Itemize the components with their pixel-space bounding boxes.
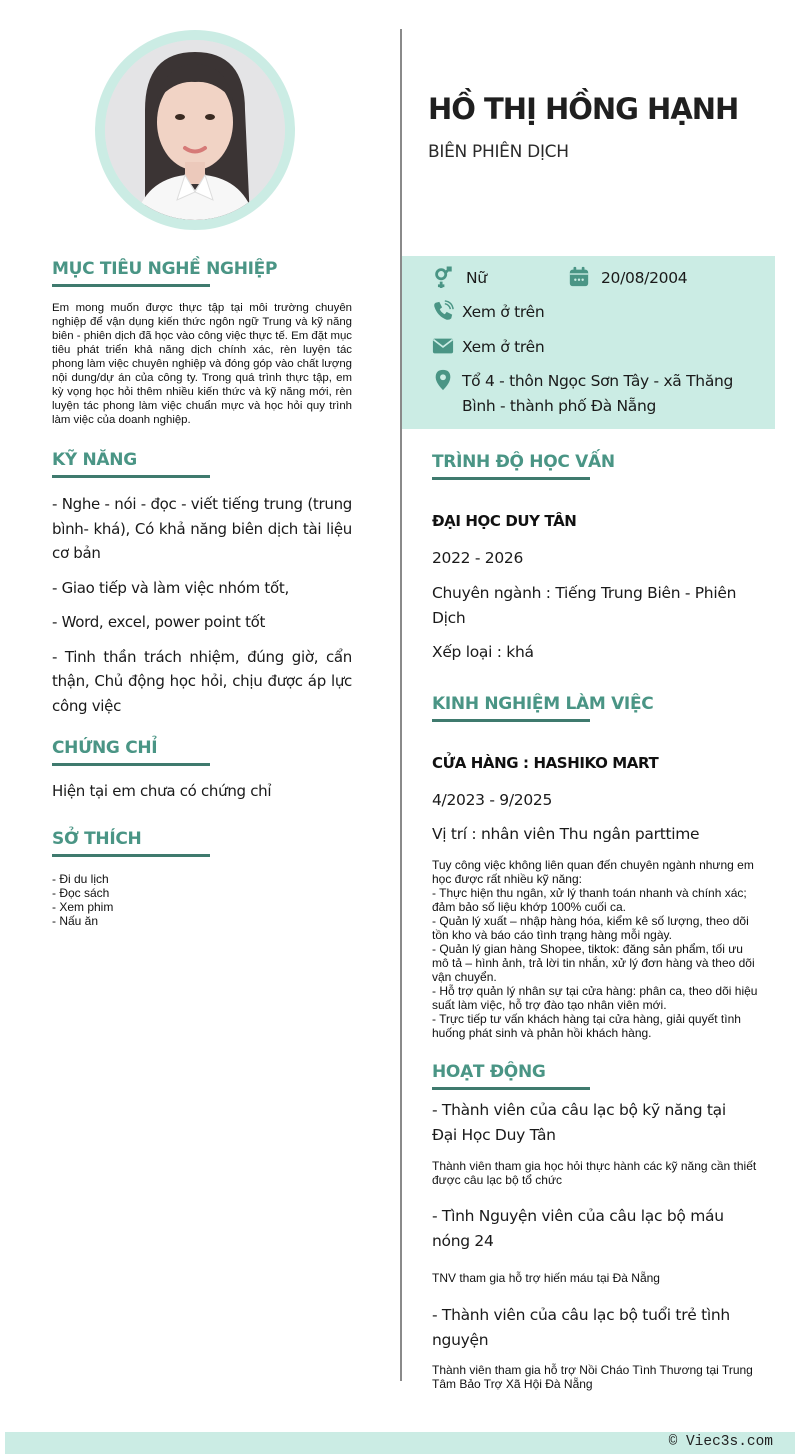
section-underline bbox=[432, 719, 590, 722]
section-title: HOẠT ĐỘNG bbox=[432, 1062, 546, 1082]
skills-list bbox=[52, 492, 352, 728]
school-name: ĐẠI HỌC DUY TÂN bbox=[432, 512, 577, 530]
birthday-row bbox=[568, 266, 687, 291]
objective-section-header bbox=[52, 259, 277, 287]
education-period: 2022 - 2026 bbox=[432, 549, 524, 567]
activity-description: Thành viên tham gia học hỏi thực hành các kỹ năng cần thiết được câu lạc bộ tổ chức bbox=[432, 1159, 757, 1187]
skill-item: - Nghe - nói - đọc - viết tiếng trung (trung bình- khá), Có khả năng biên dịch tài liệu cơ bản bbox=[52, 495, 352, 562]
experience-detail-line: - Trực tiếp tư vấn khách hàng tại cửa hàng, giải quyết tình huống phát sinh và phản hồi khách hàng. bbox=[432, 1012, 741, 1040]
activity-name: - Tình Nguyện viên của câu lạc bộ máu nóng 24 bbox=[432, 1207, 724, 1250]
section-underline bbox=[432, 1087, 590, 1090]
activity-description: Thành viên tham gia hỗ trợ Nồi Cháo Tình Thương tại Trung Tâm Bảo Trợ Xã Hội Đà Nẵng bbox=[432, 1363, 753, 1391]
skill-item: - Word, excel, power point tốt bbox=[52, 613, 266, 631]
avatar-frame bbox=[95, 30, 295, 230]
gender-value: Nữ bbox=[466, 269, 487, 287]
email-row bbox=[432, 335, 544, 360]
hobby-item: - Đọc sách bbox=[52, 886, 110, 900]
phone-value: Xem ở trên bbox=[462, 303, 545, 321]
activity-description: TNV tham gia hỗ trợ hiến máu tại Đà Nẵng bbox=[432, 1271, 660, 1285]
experience-period: 4/2023 - 9/2025 bbox=[432, 791, 553, 809]
education-grade: Xếp loại : khá bbox=[432, 643, 534, 661]
objective-text: Em mong muốn được thực tập tại môi trường chuyên nghiệp để vận dụng kiến thức ngôn ngữ Trung và kỹ năng biên - phiên dịch đã học vào công việc thực tế. Em đặt mục tiêu phát triển khả năng dịch chính xác, rèn luyện tác phong làm việc chuyên nghiệp và đóng góp vào chất lượng nội dung/dự án của công ty. Trong quá trình thực tập, em kỳ vọng học hỏi thêm nhiều kiến thức và kỹ năng mới, rèn luyện tác phong làm việc chuẩn mực và học hỏi quy trình làm việc của doanh nghiệp. bbox=[52, 302, 352, 426]
avatar bbox=[105, 40, 285, 220]
section-underline bbox=[52, 854, 210, 857]
section-title: CHỨNG CHỈ bbox=[52, 738, 158, 758]
gender-icon bbox=[432, 266, 454, 288]
certificates-text: Hiện tại em chưa có chứng chỉ bbox=[52, 782, 272, 800]
skill-item: - Giao tiếp và làm việc nhóm tốt, bbox=[52, 578, 289, 597]
email-value: Xem ở trên bbox=[462, 338, 545, 356]
experience-detail-line: - Hỗ trợ quản lý nhân sự tại cửa hàng: phân ca, theo dõi hiệu suất làm việc, hỗ trợ đào tạo nhân viên mới. bbox=[432, 984, 758, 1012]
activity-name: - Thành viên của câu lạc bộ kỹ năng tại Đại Học Duy Tân bbox=[432, 1101, 726, 1144]
education-section-header bbox=[432, 452, 615, 480]
hobbies-section-header bbox=[52, 829, 210, 857]
candidate-role: BIÊN PHIÊN DỊCH bbox=[428, 142, 569, 162]
experience-detail-line: Tuy công việc không liên quan đến chuyên ngành nhưng em học được rất nhiều kỹ năng: bbox=[432, 858, 754, 886]
certificates-section-header bbox=[52, 738, 210, 766]
gender-row bbox=[432, 266, 487, 291]
experience-section-header bbox=[432, 694, 653, 722]
section-underline bbox=[52, 763, 210, 766]
section-underline bbox=[52, 284, 210, 287]
experience-detail-line: - Thực hiện thu ngân, xử lý thanh toán nhanh và chính xác; đảm bảo số liệu khớp 100% cuối ca. bbox=[432, 886, 747, 914]
calendar-icon bbox=[568, 266, 590, 288]
address-row bbox=[432, 369, 733, 419]
skills-section-header bbox=[52, 450, 210, 478]
section-title: MỤC TIÊU NGHỀ NGHIỆP bbox=[52, 259, 278, 279]
activity-name: - Thành viên của câu lạc bộ tuổi trẻ tình nguyện bbox=[432, 1306, 730, 1349]
hobby-item: - Đi du lịch bbox=[52, 872, 109, 886]
hobby-item: - Xem phim bbox=[52, 900, 114, 914]
phone-icon bbox=[432, 300, 454, 322]
hobbies-list bbox=[52, 872, 113, 928]
activities-section-header bbox=[432, 1062, 590, 1090]
portrait-photo bbox=[105, 40, 285, 220]
section-title: SỞ THÍCH bbox=[52, 829, 142, 849]
address-line-2: Bình - thành phố Đà Nẵng bbox=[462, 397, 657, 415]
section-title: KINH NGHIỆM LÀM VIỆC bbox=[432, 694, 654, 714]
company-name: CỬA HÀNG : HASHIKO MART bbox=[432, 754, 659, 772]
candidate-name: HỒ THỊ HỒNG HẠNH bbox=[428, 92, 739, 126]
footer-bar bbox=[5, 1432, 795, 1454]
address-line-1: Tổ 4 - thôn Ngọc Sơn Tây - xã Thăng bbox=[462, 372, 734, 390]
email-icon bbox=[432, 335, 454, 357]
phone-row bbox=[432, 300, 544, 325]
hobby-item: - Nấu ăn bbox=[52, 914, 99, 928]
experience-detail-line: - Quản lý gian hàng Shopee, tiktok: đăng sản phẩm, tối ưu mô tả – hình ảnh, trả lời tin nhắn, xử lý đơn hàng và theo dõi vận chuyển. bbox=[432, 942, 755, 984]
experience-details bbox=[432, 858, 762, 1040]
section-title: KỸ NĂNG bbox=[52, 450, 137, 470]
location-pin-icon bbox=[432, 369, 454, 391]
section-title: TRÌNH ĐỘ HỌC VẤN bbox=[432, 452, 615, 472]
education-major: Chuyên ngành : Tiếng Trung Biên - Phiên Dịch bbox=[432, 584, 737, 627]
experience-detail-line: - Quản lý xuất – nhập hàng hóa, kiểm kê số lượng, theo dõi tồn kho và báo cáo tình trạng hàng mỗi ngày. bbox=[432, 914, 749, 942]
birthday-value: 20/08/2004 bbox=[601, 269, 688, 287]
section-underline bbox=[432, 477, 590, 480]
experience-position: Vị trí : nhân viên Thu ngân parttime bbox=[432, 825, 700, 843]
section-underline bbox=[52, 475, 210, 478]
footer-credit: © Viec3s.com bbox=[668, 1434, 773, 1450]
skill-item: - Tinh thần trách nhiệm, đúng giờ, cẩn thận, Chủ động học hỏi, chịu được áp lực công việc bbox=[52, 647, 352, 715]
address-value bbox=[462, 369, 733, 419]
column-divider bbox=[400, 29, 402, 1381]
contact-panel bbox=[402, 256, 775, 429]
